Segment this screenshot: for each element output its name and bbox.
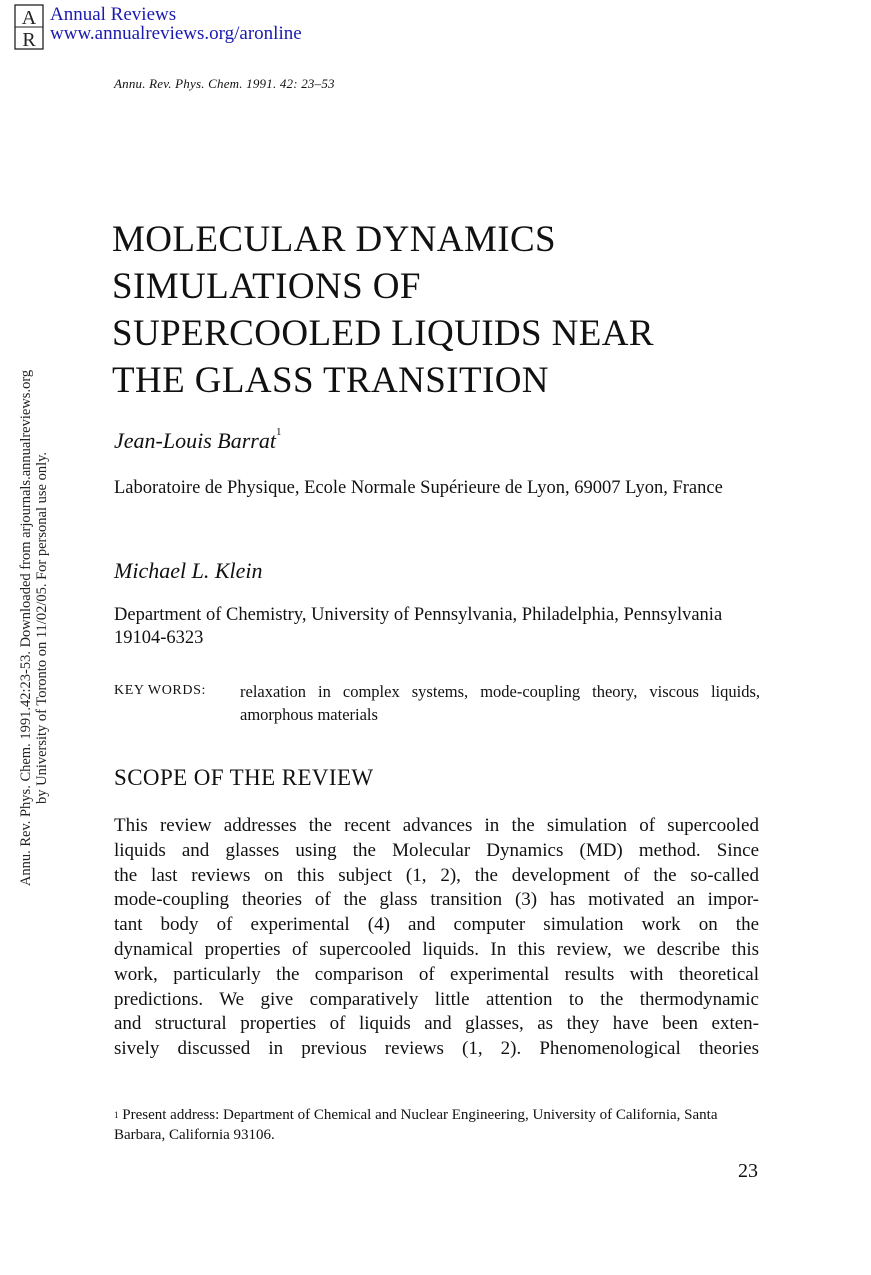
journal-citation: Annu. Rev. Phys. Chem. 1991. 42: 23–53: [114, 76, 335, 91]
article-title: [112, 216, 792, 404]
title-line: SUPERCOOLED LIQUIDS NEAR: [112, 313, 654, 354]
title-line: SIMULATIONS OF: [112, 266, 421, 307]
logo-letter-a: A: [21, 7, 37, 29]
keywords-label: KEY WORDS:: [114, 683, 206, 698]
body-line: tant body of experimental (4) and computer simulation work on the: [114, 914, 759, 936]
body-paragraph: [114, 814, 759, 1062]
title-line: THE GLASS TRANSITION: [112, 360, 549, 401]
logo-letter-r: R: [22, 29, 36, 50]
publisher-url-link[interactable]: www.annualreviews.org/aronline: [50, 23, 302, 44]
watermark-line-2: by University of Toronto on 11/02/05. For personal use only.: [34, 451, 50, 805]
body-line: work, particularly the comparison of experimental results with theoretical: [114, 963, 759, 985]
footnote-text: Present address: Department of Chemical and Nuclear Engineering, University of California, Santa Barbara, California 93106.: [114, 1107, 718, 1143]
keywords-text: relaxation in complex systems, mode-coupling theory, viscous liquids, amorphous materials: [240, 682, 760, 724]
body-line: liquids and glasses using the Molecular Dynamics (MD) method. Since: [114, 839, 759, 861]
body-line: This review addresses the recent advances in the simulation of supercooled: [114, 815, 759, 836]
body-line: predictions. We give comparatively little attention to the thermodynamic: [114, 988, 759, 1010]
watermark-line-1: Annu. Rev. Phys. Chem. 1991.42:23-53. Downloaded from arjournals.annualreviews.org: [18, 369, 34, 887]
author-affiliation: Department of Chemistry, University of Pennsylvania, Philadelphia, Pennsylvania 19104-6323: [114, 605, 723, 648]
author-name: Michael L. Klein: [114, 558, 263, 583]
author-affiliation: Laboratoire de Physique, Ecole Normale Supérieure de Lyon, 69007 Lyon, France: [114, 478, 723, 498]
author-name: [114, 428, 281, 454]
footnote-marker: 1: [275, 426, 282, 438]
body-line: the last reviews on this subject (1, 2), the development of the so-called: [114, 864, 759, 886]
annual-reviews-logo: [14, 4, 44, 50]
publisher-name-link[interactable]: Annual Reviews: [50, 4, 177, 25]
title-line: MOLECULAR DYNAMICS: [112, 219, 557, 260]
body-line: mode-coupling theories of the glass transition (3) has motivated an impor-: [114, 889, 759, 911]
author-name-text: Jean-Louis Barrat: [114, 428, 276, 453]
body-line: dynamical properties of supercooled liquids. In this review, we describe this: [114, 938, 759, 960]
body-line: sively discussed in previous reviews (1, 2). Phenomenological theories: [114, 1038, 759, 1060]
body-line: and structural properties of liquids and glasses, as they have been exten-: [114, 1013, 759, 1035]
footnote: [114, 1105, 764, 1145]
footnote-mark: 1: [114, 1110, 119, 1120]
page-number: 23: [738, 1160, 758, 1182]
download-watermark: [18, 318, 50, 938]
section-heading: SCOPE OF THE REVIEW: [114, 765, 374, 790]
